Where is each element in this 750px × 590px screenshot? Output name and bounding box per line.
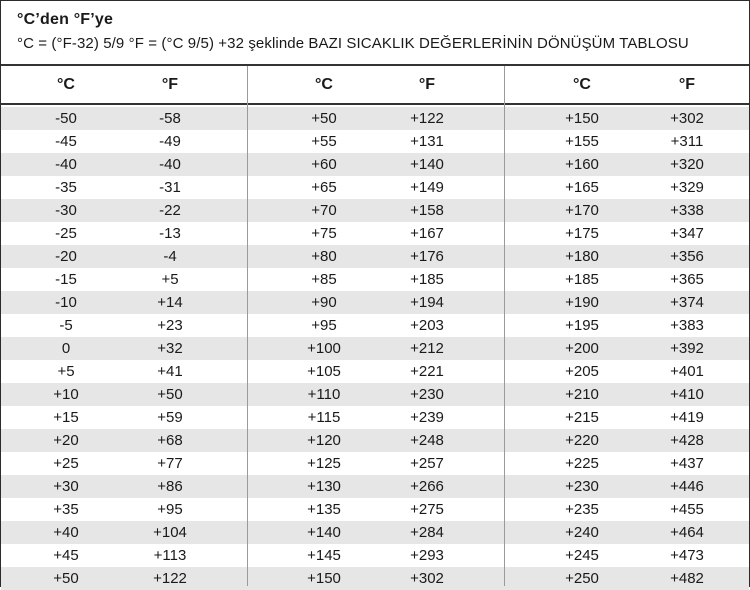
cell-celsius-2: +110: [307, 386, 341, 403]
table-row: [1, 452, 749, 475]
cell-celsius-3: +205: [565, 363, 599, 380]
cell-fahrenheit-1: +32: [157, 340, 183, 357]
cell-celsius-3: +150: [565, 110, 599, 127]
cell-celsius-2: +140: [307, 524, 341, 541]
cell-celsius-2: +65: [311, 179, 337, 196]
cell-fahrenheit-2: +221: [410, 363, 444, 380]
table-row: [1, 107, 749, 130]
table-title: °C’den °F’ye: [17, 11, 114, 28]
cell-celsius-2: +105: [307, 363, 341, 380]
table-row: [1, 406, 749, 429]
cell-fahrenheit-2: +158: [410, 202, 444, 219]
cell-fahrenheit-1: +95: [157, 501, 183, 518]
cell-celsius-3: +200: [565, 340, 599, 357]
cell-celsius-1: -10: [55, 294, 77, 311]
cell-celsius-2: +100: [307, 340, 341, 357]
cell-celsius-1: 0: [61, 340, 71, 357]
cell-celsius-1: +40: [53, 524, 79, 541]
table-row: [1, 314, 749, 337]
table-row: [1, 544, 749, 567]
cell-celsius-1: +35: [53, 501, 79, 518]
cell-celsius-3: +240: [565, 524, 599, 541]
cell-celsius-1: +30: [53, 478, 79, 495]
cell-fahrenheit-1: +122: [153, 570, 187, 587]
cell-celsius-2: +120: [307, 432, 341, 449]
cell-celsius-3: +225: [565, 455, 599, 472]
cell-fahrenheit-2: +140: [410, 156, 444, 173]
cell-celsius-3: +230: [565, 478, 599, 495]
table-subtitle: °C = (°F-32) 5/9 °F = (°C 9/5) +32 şeklinde BAZI SICAKLIK DEĞERLERİNİN DÖNÜŞÜM TABLOSU: [17, 35, 689, 52]
table-row: [1, 360, 749, 383]
cell-celsius-1: -5: [59, 317, 73, 334]
cell-celsius-1: +45: [53, 547, 79, 564]
cell-celsius-3: +245: [565, 547, 599, 564]
table-row: [1, 199, 749, 222]
cell-fahrenheit-3: +473: [670, 547, 704, 564]
cell-fahrenheit-2: +293: [410, 547, 444, 564]
cell-fahrenheit-2: +131: [410, 133, 444, 150]
cell-celsius-1: -45: [55, 133, 77, 150]
cell-celsius-2: +130: [307, 478, 341, 495]
col-header-f-2: °F: [418, 76, 436, 93]
cell-fahrenheit-3: +383: [670, 317, 704, 334]
table-row: [1, 429, 749, 452]
column-headers: [1, 66, 749, 103]
cell-celsius-1: -50: [55, 110, 77, 127]
cell-celsius-3: +195: [565, 317, 599, 334]
cell-fahrenheit-2: +275: [410, 501, 444, 518]
cell-fahrenheit-1: +23: [157, 317, 183, 334]
col-header-c-2: °C: [315, 76, 333, 93]
cell-celsius-2: +145: [307, 547, 341, 564]
cell-fahrenheit-2: +212: [410, 340, 444, 357]
cell-fahrenheit-3: +374: [670, 294, 704, 311]
cell-fahrenheit-1: -58: [159, 110, 181, 127]
cell-celsius-1: +20: [53, 432, 79, 449]
cell-celsius-2: +55: [311, 133, 337, 150]
cell-fahrenheit-3: +419: [670, 409, 704, 426]
cell-celsius-2: +95: [311, 317, 337, 334]
table-row: [1, 153, 749, 176]
column-header-divider: [1, 103, 749, 105]
cell-celsius-3: +165: [565, 179, 599, 196]
cell-fahrenheit-3: +428: [670, 432, 704, 449]
table-row: [1, 245, 749, 268]
cell-celsius-1: -15: [55, 271, 77, 288]
cell-celsius-3: +210: [565, 386, 599, 403]
cell-celsius-3: +160: [565, 156, 599, 173]
cell-fahrenheit-3: +329: [670, 179, 704, 196]
cell-celsius-1: +15: [53, 409, 79, 426]
group-divider-2: [504, 66, 505, 586]
cell-celsius-2: +125: [307, 455, 341, 472]
cell-fahrenheit-2: +302: [410, 570, 444, 587]
table-row: [1, 498, 749, 521]
cell-fahrenheit-2: +248: [410, 432, 444, 449]
col-header-f-1: °F: [161, 76, 179, 93]
cell-celsius-3: +175: [565, 225, 599, 242]
cell-fahrenheit-2: +203: [410, 317, 444, 334]
cell-fahrenheit-2: +185: [410, 271, 444, 288]
table-body: [1, 107, 749, 590]
cell-fahrenheit-2: +194: [410, 294, 444, 311]
cell-celsius-2: +75: [311, 225, 337, 242]
cell-fahrenheit-3: +311: [670, 133, 704, 150]
cell-celsius-3: +220: [565, 432, 599, 449]
cell-fahrenheit-1: -13: [159, 225, 181, 242]
cell-fahrenheit-1: +104: [153, 524, 187, 541]
cell-celsius-1: +5: [57, 363, 75, 380]
cell-fahrenheit-3: +356: [670, 248, 704, 265]
cell-celsius-1: -20: [55, 248, 77, 265]
cell-celsius-3: +250: [565, 570, 599, 587]
cell-fahrenheit-1: -31: [159, 179, 181, 196]
cell-fahrenheit-2: +167: [410, 225, 444, 242]
cell-fahrenheit-3: +302: [670, 110, 704, 127]
cell-fahrenheit-1: +14: [157, 294, 183, 311]
cell-fahrenheit-1: -40: [159, 156, 181, 173]
cell-celsius-3: +185: [565, 271, 599, 288]
cell-fahrenheit-3: +455: [670, 501, 704, 518]
cell-celsius-2: +150: [307, 570, 341, 587]
cell-fahrenheit-1: +59: [157, 409, 183, 426]
cell-celsius-1: -30: [55, 202, 77, 219]
cell-fahrenheit-1: -22: [159, 202, 181, 219]
col-header-c-3: °C: [573, 76, 591, 93]
table-row: [1, 383, 749, 406]
table-row: [1, 475, 749, 498]
cell-celsius-3: +235: [565, 501, 599, 518]
cell-celsius-3: +155: [565, 133, 599, 150]
table-header: [1, 1, 749, 63]
cell-fahrenheit-2: +176: [410, 248, 444, 265]
cell-fahrenheit-1: +113: [153, 547, 187, 564]
cell-celsius-1: +25: [53, 455, 79, 472]
cell-fahrenheit-1: +77: [157, 455, 183, 472]
cell-fahrenheit-3: +446: [670, 478, 704, 495]
cell-fahrenheit-3: +320: [670, 156, 704, 173]
cell-fahrenheit-1: +86: [157, 478, 183, 495]
cell-fahrenheit-3: +437: [670, 455, 704, 472]
cell-celsius-1: -25: [55, 225, 77, 242]
cell-fahrenheit-1: +68: [157, 432, 183, 449]
cell-fahrenheit-2: +239: [410, 409, 444, 426]
table-row: [1, 337, 749, 360]
cell-fahrenheit-3: +464: [670, 524, 704, 541]
cell-celsius-2: +115: [307, 409, 341, 426]
cell-fahrenheit-3: +410: [670, 386, 704, 403]
cell-fahrenheit-1: -49: [159, 133, 181, 150]
table-row: [1, 268, 749, 291]
table-row: [1, 130, 749, 153]
table-row: [1, 222, 749, 245]
table-row: [1, 291, 749, 314]
table-row: [1, 521, 749, 544]
cell-celsius-3: +180: [565, 248, 599, 265]
cell-celsius-2: +80: [311, 248, 337, 265]
cell-fahrenheit-1: +41: [157, 363, 183, 380]
cell-fahrenheit-1: +50: [157, 386, 183, 403]
col-header-c-1: °C: [57, 76, 75, 93]
cell-celsius-1: +10: [53, 386, 79, 403]
cell-celsius-2: +50: [311, 110, 337, 127]
cell-celsius-2: +70: [311, 202, 337, 219]
cell-fahrenheit-3: +401: [670, 363, 704, 380]
cell-celsius-2: +85: [311, 271, 337, 288]
cell-fahrenheit-3: +392: [670, 340, 704, 357]
cell-celsius-3: +190: [565, 294, 599, 311]
cell-fahrenheit-3: +338: [670, 202, 704, 219]
cell-fahrenheit-2: +122: [410, 110, 444, 127]
cell-fahrenheit-2: +266: [410, 478, 444, 495]
cell-fahrenheit-2: +230: [410, 386, 444, 403]
cell-fahrenheit-2: +149: [410, 179, 444, 196]
cell-celsius-2: +60: [311, 156, 337, 173]
table-row: [1, 176, 749, 199]
group-divider-1: [247, 66, 248, 586]
cell-fahrenheit-3: +347: [670, 225, 704, 242]
cell-fahrenheit-1: +5: [161, 271, 179, 288]
cell-celsius-3: +215: [565, 409, 599, 426]
cell-fahrenheit-1: -4: [163, 248, 177, 265]
col-header-f-3: °F: [678, 76, 696, 93]
cell-celsius-2: +90: [311, 294, 337, 311]
cell-fahrenheit-3: +365: [670, 271, 704, 288]
cell-celsius-1: -35: [55, 179, 77, 196]
cell-celsius-3: +170: [565, 202, 599, 219]
cell-celsius-1: +50: [53, 570, 79, 587]
cell-celsius-2: +135: [307, 501, 341, 518]
cell-celsius-1: -40: [55, 156, 77, 173]
cell-fahrenheit-2: +257: [410, 455, 444, 472]
cell-fahrenheit-2: +284: [410, 524, 444, 541]
cell-fahrenheit-3: +482: [670, 570, 704, 587]
